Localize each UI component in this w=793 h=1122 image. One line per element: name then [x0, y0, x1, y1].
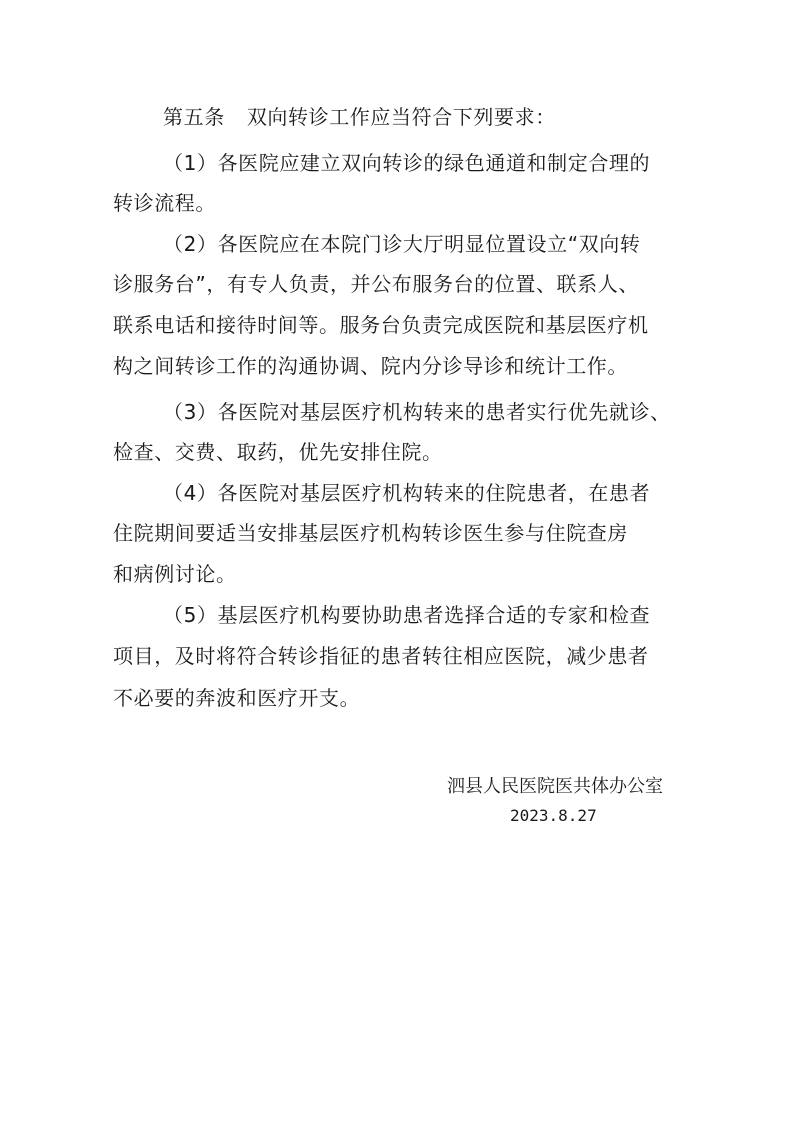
signature-office: 泗县人民医院医共体办公室 — [447, 776, 663, 797]
paragraph-line: 不必要的奔波和医疗开支。 — [113, 686, 361, 710]
paragraph-line: （2）各医院应在本院门诊大厅明显位置设立“双向转 — [163, 232, 641, 256]
paragraph-line: 住院期间要适当安排基层医疗机构转诊医生参与住院查房 — [113, 521, 628, 545]
paragraph-line: （3）各医院对基层医疗机构转来的患者实行优先就诊、 — [163, 400, 671, 424]
paragraph-line: 项目，及时将符合转诊指征的患者转往相应医院，减少患者 — [113, 644, 649, 668]
paragraph-line: 联系电话和接待时间等。服务台负责完成医院和基层医疗机 — [113, 313, 649, 337]
article-number: 第五条 — [163, 105, 225, 129]
article-title: 双向转诊工作应当符合下列要求： — [246, 105, 556, 129]
signature-date: 2023.8.27 — [510, 806, 597, 825]
paragraph-line: 检查、交费、取药，优先安排住院。 — [113, 440, 443, 464]
paragraph-line: 转诊流程。 — [113, 191, 216, 215]
article-heading — [163, 105, 556, 129]
paragraph-line: （5）基层医疗机构要协助患者选择合适的专家和检查 — [163, 603, 651, 627]
paragraph-line: 诊服务台”，有专人负责，并公布服务台的位置、联系人、 — [113, 272, 639, 296]
paragraph-line: 构之间转诊工作的沟通协调、院内分诊导诊和统计工作。 — [113, 354, 628, 378]
paragraph-line: （1）各医院应建立双向转诊的绿色通道和制定合理的 — [163, 151, 651, 175]
paragraph-line: 和病例讨论。 — [113, 562, 237, 586]
paragraph-line: （4）各医院对基层医疗机构转来的住院患者，在患者 — [163, 481, 651, 505]
